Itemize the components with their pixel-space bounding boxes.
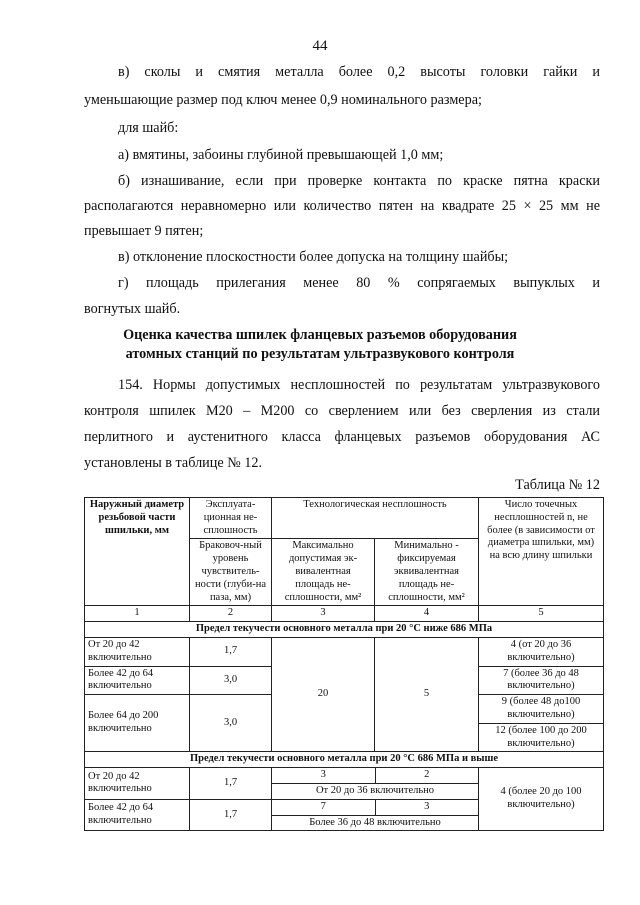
header-reject-level: Браковоч-ный уровень чувствитель-ности (глуби-на паза, мм) xyxy=(190,539,272,606)
diameter-cell: Более 42 до 64 включительно xyxy=(85,799,190,831)
page-number: 44 xyxy=(312,38,328,54)
paragraph-line: в) отклонение плоскостности более допуска на толщину шайбы; xyxy=(118,249,509,265)
header-operational: Эксплуата-ционная не-сплошность xyxy=(190,498,272,539)
count-cell: 7 (более 36 до 48 включительно) xyxy=(479,666,604,695)
header-min-area: Минимально - фиксируемая эквивалентная площадь не-сплошности, мм² xyxy=(375,539,479,606)
paragraph-line: б) изнашивание, если при проверке контакта по краске пятна краски xyxy=(118,173,600,189)
area-pair-cell xyxy=(272,768,479,800)
section-row: Предел текучести основного металла при 20 °С ниже 686 МПа xyxy=(85,622,604,638)
reject-level-cell: 1,7 xyxy=(190,799,272,831)
paragraph-line: установлены в таблице № 12. xyxy=(84,455,263,471)
column-number: 4 xyxy=(375,606,479,622)
range-label: Более 36 до 48 включительно xyxy=(272,815,478,830)
paragraph-line: г) площадь прилегания менее 80 % сопрягаемых выпуклых и xyxy=(118,275,600,291)
section-row: Предел текучести основного металла при 20 °С 686 МПа и выше xyxy=(85,752,604,768)
paragraph-line: контроля шпилек М20 – М200 со сверлением или без сверления из стали xyxy=(84,403,600,419)
min-area-cell: 5 xyxy=(375,637,479,751)
count-cell: 4 (более 20 до 100 включительно) xyxy=(479,768,604,831)
header-max-area: Максимально допустимая эк-вивалентная площадь не-сплошности, мм² xyxy=(272,539,375,606)
table-caption: Таблица № 12 xyxy=(515,477,600,493)
paragraph-line: вогнутых шайб. xyxy=(84,301,181,317)
reject-level-cell: 3,0 xyxy=(190,695,272,752)
area-pair-cell xyxy=(272,799,479,831)
paragraph-line: превышает 9 пятен; xyxy=(84,223,204,239)
paragraph-line: а) вмятины, забоины глубиной превышающей 1,0 мм; xyxy=(118,147,444,163)
reject-level-cell: 1,7 xyxy=(190,637,272,666)
paragraph-line: для шайб: xyxy=(118,120,179,136)
column-number: 3 xyxy=(272,606,375,622)
header-diameter: Наружный диаметр резьбовой части шпильки, мм xyxy=(85,498,190,606)
header-technological: Технологическая несплошность xyxy=(272,498,479,539)
range-label: От 20 до 36 включительно xyxy=(272,783,478,798)
paragraph-line: располагаются неравномерно или количество пятен на квадрате 25 × 25 мм не xyxy=(84,198,600,214)
paragraph-line: 154. Нормы допустимых несплошностей по результатам ультразвукового xyxy=(118,377,600,393)
paragraph-line: уменьшающие размер под ключ менее 0,9 номинального размера; xyxy=(84,92,482,108)
diameter-cell: От 20 до 42 включительно xyxy=(85,768,190,800)
max-area-value: 3 xyxy=(272,768,375,783)
diameter-cell: От 20 до 42 включительно xyxy=(85,637,190,666)
count-cell: 12 (более 100 до 200 включительно) xyxy=(479,723,604,752)
diameter-cell: Более 42 до 64 включительно xyxy=(85,666,190,695)
paragraph-line: в) сколы и смятия металла более 0,2 высоты головки гайки и xyxy=(118,64,600,80)
column-number: 5 xyxy=(479,606,604,622)
header-point-count: Число точечных несплошностей n, не более (в зависимости от диаметра шпильки, мм) на всю длину шпильки xyxy=(479,498,604,606)
count-cell: 9 (более 48 до100 включительно) xyxy=(479,695,604,724)
section-heading: Оценка качества шпилек фланцевых разъемов оборудования xyxy=(123,327,517,343)
diameter-cell: Более 64 до 200 включительно xyxy=(85,695,190,752)
min-area-value: 2 xyxy=(424,769,430,781)
min-area-value: 3 xyxy=(424,800,430,812)
count-cell: 4 (от 20 до 36 включительно) xyxy=(479,637,604,666)
reject-level-cell: 3,0 xyxy=(190,666,272,695)
paragraph-line: перлитного и аустенитного класса фланцевых разъемов оборудования АС xyxy=(84,429,600,445)
max-area-cell: 20 xyxy=(272,637,375,751)
column-number: 1 xyxy=(85,606,190,622)
max-area-value: 7 xyxy=(272,800,375,815)
defects-table xyxy=(84,497,604,831)
reject-level-cell: 1,7 xyxy=(190,768,272,800)
column-number: 2 xyxy=(190,606,272,622)
section-heading: атомных станций по результатам ультразвукового контроля xyxy=(125,346,515,362)
